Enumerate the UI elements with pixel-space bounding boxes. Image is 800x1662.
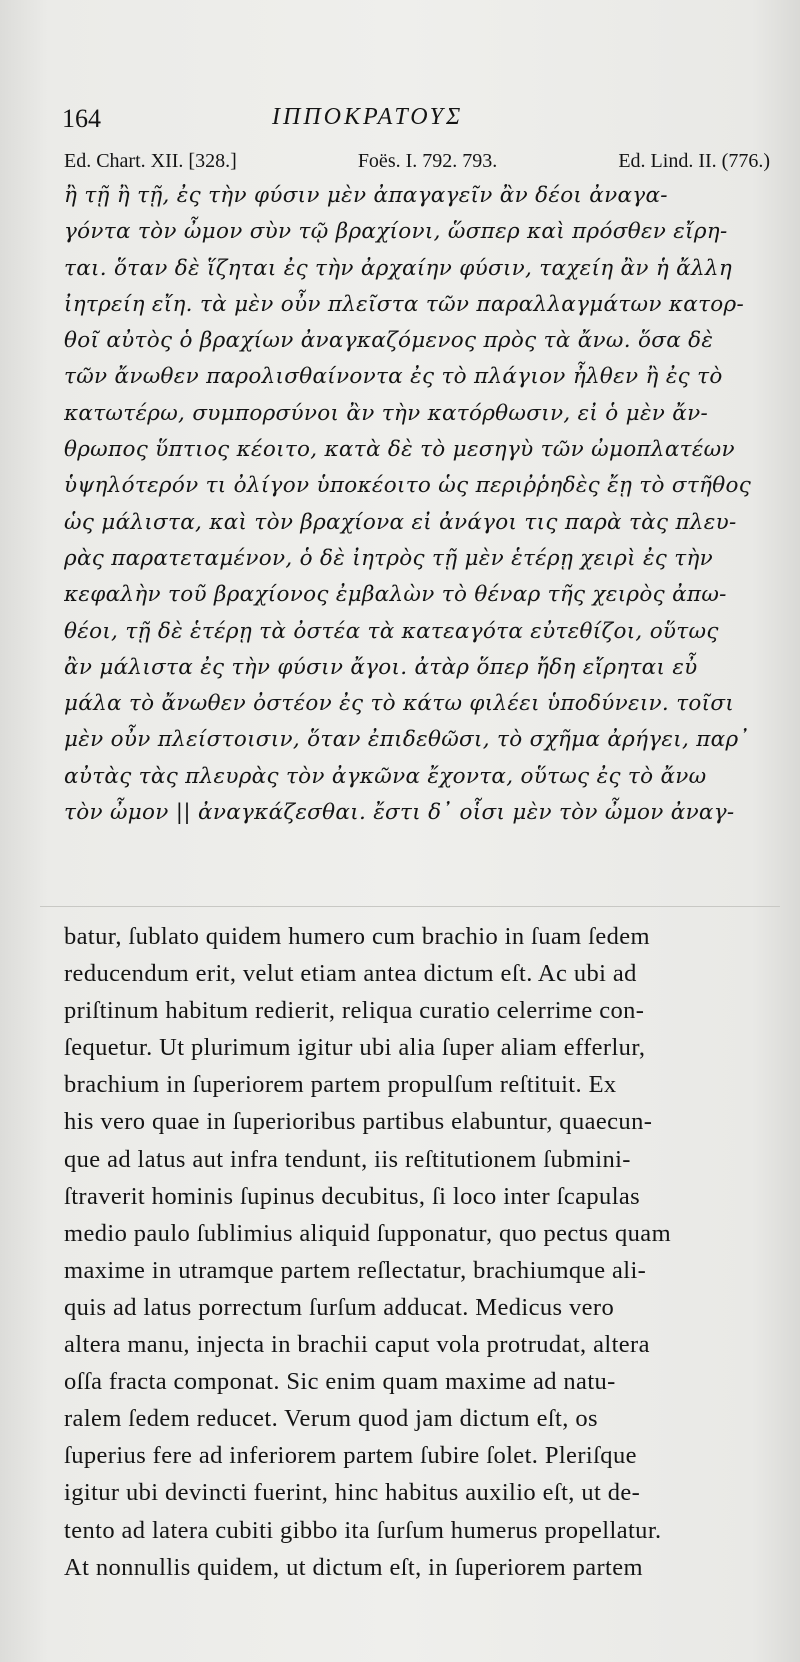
latin-line: ſuperius fere ad inferiorem partem ſubire ſolet. Pleriſque	[64, 1442, 637, 1470]
latin-line: oſſa fracta componat. Sic enim quam maxime ad natu-	[64, 1368, 616, 1396]
greek-line: θοῖ αὐτὸς ὁ βραχίων ἀναγκαζόμενος πρὸς τὰ ἄνω. ὅσα δὲ	[64, 328, 714, 354]
edition-references	[64, 150, 770, 173]
latin-line: reducendum erit, velut etiam antea dictum eſt. Ac ubi ad	[64, 960, 637, 988]
latin-line: ſtraverit hominis ſupinus decubitus, ſi loco inter ſcapulas	[64, 1182, 641, 1210]
edition-foes: Foës. I. 792. 793.	[357, 150, 498, 172]
page-number: 164	[62, 104, 101, 133]
greek-line: ἂν μάλιστα ἐς τὴν φύσιν ἄγοι. ἀτὰρ ὅπερ ἤδη εἴρηται εὖ	[64, 654, 698, 680]
section-divider	[40, 906, 780, 907]
latin-line: brachium in ſuperiorem partem propulſum reſtituit. Ex	[64, 1071, 617, 1099]
edition-linden: Ed. Lind. II. (776.)	[618, 150, 770, 172]
greek-line: αὐτὰς τὰς πλευρὰς τὸν ἀγκῶνα ἔχοντα, οὕτως ἐς τὸ ἄνω	[64, 763, 707, 789]
latin-line: tento ad latera cubiti gibbo ita ſurſum humerus propellatur.	[64, 1516, 662, 1544]
latin-text	[64, 918, 776, 1586]
greek-line: ται. ὅταν δὲ ἵζηται ἐς τὴν ἀρχαίην φύσιν, ταχείη ἂν ἡ ἄλλη	[64, 255, 733, 281]
latin-line: his vero quae in ſuperioribus partibus elabuntur, quaecun-	[64, 1108, 653, 1136]
page-header	[62, 104, 562, 138]
greek-line: θέοι, τῇ δὲ ἑτέρῃ τὰ ὀστέα τὰ κατεαγότα εὐτεθίζοι, οὕτως	[64, 618, 719, 644]
latin-line: batur, ſublato quidem humero cum brachio in ſuam ſedem	[64, 923, 651, 950]
greek-line: κατωτέρω, συμπορσύνοι ἂν τὴν κατόρθωσιν, εἰ ὁ μὲν ἄν-	[64, 400, 709, 426]
latin-line: priſtinum habitum redierit, reliqua curatio celerrime con-	[64, 997, 645, 1025]
greek-line: μάλα τὸ ἄνωθεν ὀστέον ἐς τὸ κάτω φιλέει ὑποδύνειν. τοῖσι	[64, 691, 735, 717]
latin-line: ſequetur. Ut plurimum igitur ubi alia ſuper aliam efferlur,	[64, 1034, 646, 1062]
greek-line: ὑψηλότερόν τι ὀλίγον ὑποκέοιτο ὡς περιῤῥηδὲς ἔῃ τὸ στῆθος	[64, 473, 752, 499]
greek-line: γόντα τὸν ὦμον σὺν τῷ βραχίονι, ὥσπερ καὶ πρόσθεν εἴρη-	[64, 219, 728, 245]
greek-line: ὡς μάλιστα, καὶ τὸν βραχίονα εἰ ἀνάγοι τις παρὰ τὰς πλευ-	[64, 509, 737, 535]
greek-line: τὸν ὦμον || ἀναγκάζεσθαι. ἔστι δ᾽ οἷσι μὲν τὸν ὦμον ἀναγ-	[64, 800, 735, 826]
greek-line: θρωπος ὕπτιος κέοιτο, κατὰ δὲ τὸ μεσηγὺ τῶν ὠμοπλατέων	[64, 437, 735, 463]
latin-line: igitur ubi devincti fuerint, hinc habitus auxilio eſt, ut de-	[64, 1479, 641, 1507]
greek-line: τῶν ἄνωθεν παρολισθαίνοντα ἐς τὸ πλάγιον ἦλθεν ἢ ἐς τὸ	[64, 364, 723, 390]
greek-line: ἢ τῇ ἢ τῇ, ἐς τὴν φύσιν μὲν ἀπαγαγεῖν ἂν δέοι ἀναγα-	[64, 183, 668, 208]
latin-line: altera manu, injecta in brachii caput vola protrudat, altera	[64, 1331, 650, 1359]
running-title: ΙΠΠΟΚΡΑΤΟΥΣ	[272, 104, 464, 130]
greek-line: ρὰς παρατεταμένον, ὁ δὲ ἰητρὸς τῇ μὲν ἑτέρῃ χειρὶ ἐς τὴν	[64, 545, 714, 571]
latin-line: At nonnullis quidem, ut dictum eſt, in ſuperiorem partem	[64, 1553, 643, 1581]
latin-line: ralem ſedem reducet. Verum quod jam dictum eſt, os	[64, 1405, 598, 1433]
edition-chartier: Ed. Chart. XII. [328.]	[64, 150, 237, 172]
latin-line: quis ad latus porrectum ſurſum adducat. Medicus vero	[64, 1293, 615, 1321]
greek-line: κεφαλὴν τοῦ βραχίονος ἐμβαλὼν τὸ θέναρ τῆς χειρὸς ἀπω-	[64, 582, 727, 608]
latin-line: que ad latus aut infra tendunt, iis reſtitutionem ſubmini-	[64, 1145, 631, 1173]
latin-line: medio paulo ſublimius aliquid ſupponatur, quo pectus quam	[64, 1219, 672, 1247]
greek-line: ἰητρείη εἴη. τὰ μὲν οὖν πλεῖστα τῶν παραλλαγμάτων κατορ-	[64, 291, 745, 317]
greek-line: μὲν οὖν πλείστοισιν, ὅταν ἐπιδεθῶσι, τὸ σχῆμα ἀρήγει, παρ᾽	[64, 727, 750, 753]
latin-line: maxime in utramque partem reſlectatur, brachiumque ali-	[64, 1256, 647, 1284]
greek-text	[64, 178, 776, 831]
